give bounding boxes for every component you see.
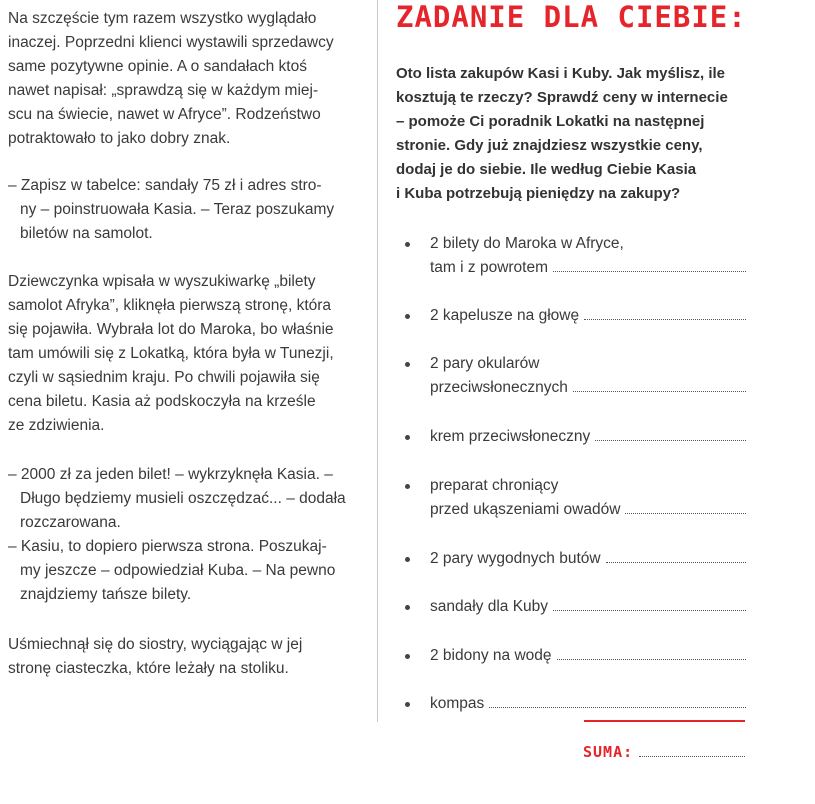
item-line: 2 pary okularów [430, 355, 540, 372]
bullet-icon [405, 654, 410, 659]
bullet-icon [405, 314, 410, 319]
shopping-item [396, 352, 746, 400]
story-line: Dziewczynka wpisała w wyszukiwarkę „bilety [8, 273, 316, 290]
item-line: 2 bilety do Maroka w Afryce, [430, 235, 624, 252]
price-field[interactable] [595, 426, 746, 441]
task-intro-line: i Kuba potrzebują pieniędzy na zakupy? [396, 185, 681, 202]
story-line: tam umówili się z Lokatką, która była w Tunezji, [8, 345, 334, 362]
item-line: przeciwsłonecznych [430, 376, 746, 400]
sum-field[interactable] [639, 742, 745, 757]
price-field[interactable] [557, 645, 746, 660]
story-line: rozczarowana. [20, 514, 121, 531]
story-line: inaczej. Poprzedni klienci wystawili sprzedawcy [8, 34, 334, 51]
bullet-icon [405, 484, 410, 489]
task-intro-line: – pomoże Ci poradnik Lokatki na następnej [396, 113, 705, 130]
price-field[interactable] [625, 499, 746, 514]
story-line: samolot Afryka”, kliknęła pierwszą stronę, która [8, 297, 332, 314]
story-line: znajdziemy tańsze bilety. [20, 586, 192, 603]
story-line: cena biletu. Kasia aż podskoczyła na krześle [8, 393, 316, 410]
price-field[interactable] [584, 305, 746, 320]
story-line: Długo będziemy musieli oszczędzać... – dodała [20, 490, 346, 507]
bullet-icon [405, 557, 410, 562]
shopping-item [396, 425, 746, 473]
story-line: – Kasiu, to dopiero pierwsza strona. Poszukaj- [8, 538, 327, 555]
item-line: krem przeciwsłoneczny [430, 425, 746, 449]
item-line: tam i z powrotem [430, 256, 746, 280]
story-line: czyli w sąsiednim kraju. Po chwili pojawiła się [8, 369, 320, 386]
story-line: ze zdziwienia. [8, 417, 105, 434]
story-line: ny – poinstruowała Kasia. – Teraz poszukamy [20, 201, 335, 218]
bullet-icon [405, 362, 410, 367]
bullet-icon [405, 435, 410, 440]
shopping-item [396, 644, 746, 692]
shopping-item [396, 547, 746, 595]
price-field[interactable] [606, 548, 746, 563]
column-divider [377, 0, 378, 722]
story-line: – 2000 zł za jeden bilet! – wykrzyknęła Kasia. – [8, 466, 333, 483]
story-line: – Zapisz w tabelce: sandały 75 zł i adres stro- [8, 177, 322, 194]
shopping-item [396, 474, 746, 522]
item-line: 2 kapelusze na głowę [430, 304, 746, 328]
sum-rule [584, 720, 745, 722]
story-line: scu na świecie, nawet w Afryce”. Rodzeństwo [8, 106, 321, 123]
story-line: Uśmiechnął się do siostry, wyciągając w jej [8, 636, 303, 653]
price-field[interactable] [553, 257, 746, 272]
story-line: nawet napisał: „sprawdzą się w każdym miej- [8, 82, 319, 99]
task-intro-line: dodaj je do siebie. Ile według Ciebie Kasia [396, 161, 697, 178]
sum-row [583, 740, 745, 764]
sum-label: SUMA: [583, 743, 634, 761]
bullet-icon [405, 702, 410, 707]
story-line: potraktowało to jako dobry znak. [8, 130, 231, 147]
price-field[interactable] [489, 693, 746, 708]
item-line: preparat chroniący [430, 477, 559, 494]
story-line: my jeszcze – odpowiedział Kuba. – Na pewno [20, 562, 336, 579]
story-line: stronę ciasteczka, które leżały na stoliku. [8, 660, 289, 677]
task-intro-line: stronie. Gdy już znajdziesz wszystkie ceny, [396, 137, 703, 154]
story-line: same pozytywne opinie. A o sandałach ktoś [8, 58, 307, 75]
price-field[interactable] [553, 596, 746, 611]
item-line: kompas [430, 692, 746, 716]
story-line: Na szczęście tym razem wszystko wyglądało [8, 10, 317, 27]
bullet-icon [405, 605, 410, 610]
story-line: biletów na samolot. [20, 225, 153, 242]
task-intro-line: kosztują te rzeczy? Sprawdź ceny w internecie [396, 89, 728, 106]
item-line: 2 bidony na wodę [430, 644, 746, 668]
shopping-item [396, 595, 746, 643]
shopping-item [396, 232, 746, 280]
task-title: ZADANIE DLA CIEBIE: [396, 0, 747, 34]
price-field[interactable] [573, 377, 746, 392]
bullet-icon [405, 242, 410, 247]
story-line: się pojawiła. Wybrała lot do Maroka, bo właśnie [8, 321, 334, 338]
item-line: sandały dla Kuby [430, 595, 746, 619]
item-line: przed ukąszeniami owadów [430, 498, 746, 522]
task-intro-line: Oto lista zakupów Kasi i Kuby. Jak myślisz, ile [396, 65, 725, 82]
item-line: 2 pary wygodnych butów [430, 547, 746, 571]
shopping-item [396, 692, 746, 740]
shopping-item [396, 304, 746, 352]
